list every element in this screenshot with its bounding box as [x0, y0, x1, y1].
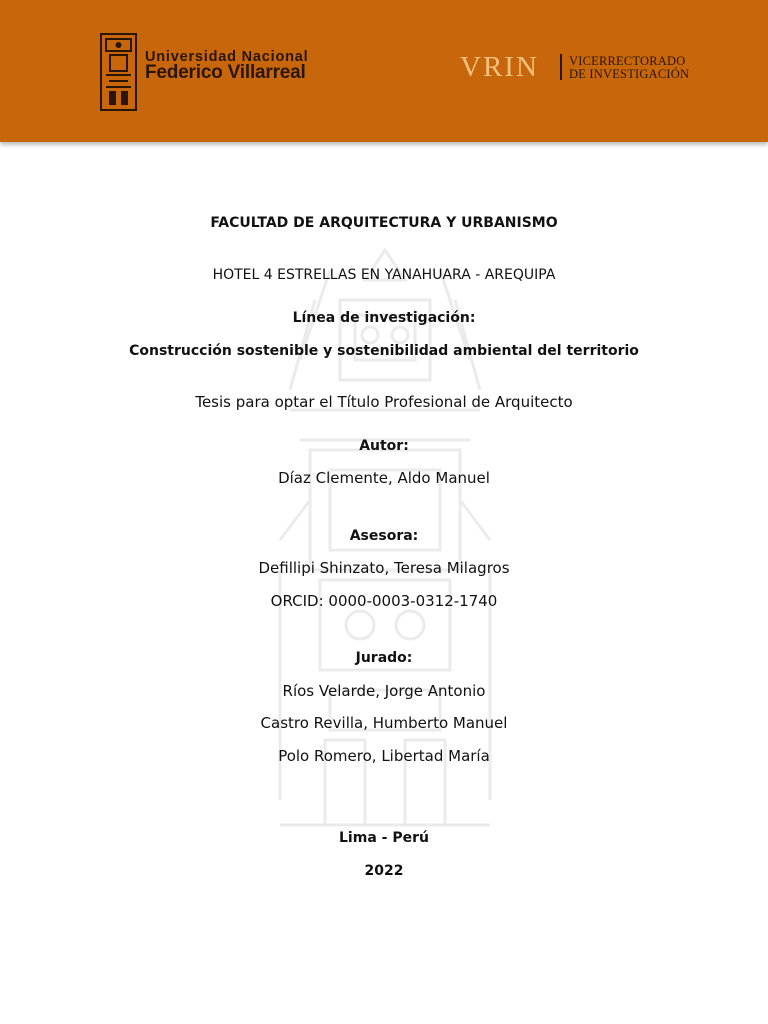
- thesis-title: HOTEL 4 ESTRELLAS EN YANAHUARA - AREQUIPA: [212, 267, 556, 283]
- university-logo: [100, 33, 320, 111]
- vrin-name-line2: DE INVESTIGACIÓN: [569, 67, 690, 81]
- jury-label: Jurado:: [355, 650, 413, 666]
- faculty-title: FACULTAD DE ARQUITECTURA Y URBANISMO: [210, 215, 558, 231]
- header-bar: [0, 0, 768, 142]
- university-name-line1: Universidad Nacional: [145, 49, 309, 65]
- jury-member: Polo Romero, Libertad María: [278, 747, 490, 765]
- year: 2022: [364, 863, 404, 879]
- advisor-name: Defillipi Shinzato, Teresa Milagros: [258, 559, 510, 577]
- vrin-acronym: VRIN: [460, 51, 539, 83]
- vrin-name-line1: VICERRECTORADO: [569, 54, 686, 68]
- jury-member: Castro Revilla, Humberto Manuel: [260, 714, 508, 732]
- vrin-logo: [460, 50, 700, 86]
- university-name-line2: Federico Villarreal: [145, 62, 306, 83]
- place: Lima - Perú: [339, 830, 429, 846]
- vrin-divider: [560, 54, 562, 80]
- research-line: Construcción sostenible y sostenibilidad ambiental del territorio: [129, 343, 639, 359]
- author-name: Díaz Clemente, Aldo Manuel: [278, 469, 490, 487]
- university-crest-icon: [100, 33, 137, 111]
- research-line-label: Línea de investigación:: [292, 310, 476, 326]
- degree-statement: Tesis para optar el Título Profesional de Arquitecto: [195, 393, 573, 411]
- advisor-label: Asesora:: [349, 528, 419, 544]
- jury-member: Ríos Velarde, Jorge Antonio: [282, 682, 486, 700]
- author-label: Autor:: [359, 438, 409, 454]
- advisor-orcid: ORCID: 0000-0003-0312-1740: [270, 592, 498, 610]
